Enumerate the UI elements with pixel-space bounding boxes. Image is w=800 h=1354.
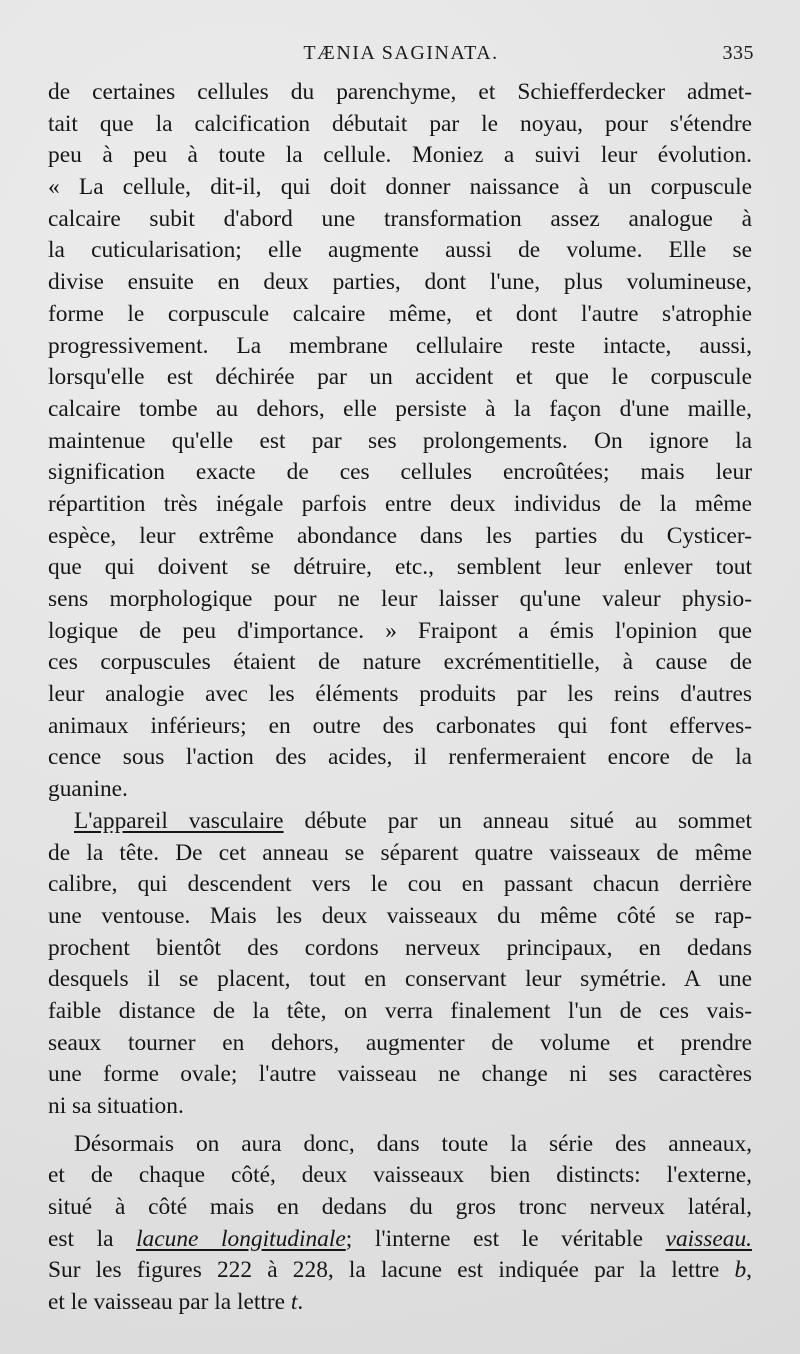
text-line: prochent bientôt des cordons nerveux principaux, en dedans: [48, 934, 752, 961]
page-header: [48, 40, 754, 76]
italic-letter-t: t: [290, 1289, 298, 1316]
text-line: la cuticularisation; elle augmente aussi de volume. Elle se: [48, 237, 752, 264]
paragraph-2: [48, 806, 752, 1123]
text-line: progressivement. La membrane cellulaire reste intacte, aussi,: [48, 332, 752, 359]
italic-term-lacune: lacune longitudinale: [136, 1225, 346, 1252]
text-line: tait que la calcification débutait par le noyau, pour s'étendre: [48, 110, 752, 137]
text-line: animaux inférieurs; en outre des carbonates qui font efferves-: [48, 712, 752, 739]
text-line: et de chaque côté, deux vaisseaux bien distincts: l'externe,: [48, 1162, 752, 1189]
text-line: guanine.: [48, 776, 128, 803]
underlined-phrase: L'appareil vasculaire: [74, 807, 284, 834]
text-run: Sur les figures 222 à 228, la lacune est indiquée par la lettre: [48, 1257, 735, 1284]
text-line: peu à peu à toute la cellule. Moniez a suivi leur évolution.: [48, 142, 752, 169]
text-line: logique de peu d'importance. » Fraipont a émis l'opinion que: [48, 617, 752, 644]
text-line: sens morphologique pour ne leur laisser qu'une valeur physio-: [48, 586, 752, 612]
text-run: ; l'interne est le véritable: [345, 1225, 666, 1252]
text-line: forme le corpuscule calcaire même, et dont l'autre s'atrophie: [48, 300, 752, 327]
text-line: que qui doivent se détruire, etc., semblent leur enlever tout: [48, 554, 752, 581]
text-line: [48, 1287, 752, 1319]
text-line: leur analogie avec les éléments produits par les reins d'autres: [48, 681, 752, 708]
text-line: maintenue qu'elle est par ses prolongements. On ignore la: [48, 427, 752, 454]
text-line: [48, 1224, 752, 1256]
text-line: une forme ovale; l'autre vaisseau ne change ni ses caractères: [48, 1061, 752, 1088]
text-run: .: [297, 1289, 304, 1316]
text-line: desquels il se placent, tout en conservant leur symétrie. A une: [48, 966, 752, 993]
text-line: de certaines cellules du parenchyme, et Schiefferdecker admet-: [48, 79, 752, 105]
text-line: signification exacte de ces cellules encroûtées; mais leur: [48, 459, 752, 486]
text-line: situé à côté mais en dedans du gros tronc nerveux latéral,: [48, 1194, 752, 1221]
text-line: [48, 1255, 752, 1287]
text-line: calcaire subit d'abord une transformation assez analogue à: [48, 205, 752, 232]
text-line: cence sous l'action des acides, il renfermeraient encore de la: [48, 744, 752, 771]
text-line: ces corpuscules étaient de nature excrémentitielle, à cause de: [48, 649, 752, 676]
text-line: calibre, qui descendent vers le cou en passant chacun derrière: [48, 871, 752, 898]
body-text: [48, 77, 752, 1319]
text-run: ,: [746, 1257, 752, 1284]
text-line: de la tête. De cet anneau se séparent quatre vaisseaux de même: [48, 839, 752, 866]
text-line: espèce, leur extrême abondance dans les parties du Cysticer-: [48, 522, 752, 549]
text-run: est la: [48, 1225, 137, 1252]
paragraph-3: [48, 1129, 752, 1319]
text-line: faible distance de la tête, on verra finalement l'un de ces vais-: [48, 997, 752, 1024]
italic-letter-b: b: [734, 1257, 747, 1284]
text-line: [48, 806, 752, 838]
paragraph-1: [48, 77, 752, 806]
text-line: répartition très inégale parfois entre deux individus de la même: [48, 490, 752, 517]
text-line: seaux tourner en dehors, augmenter de volume et prendre: [48, 1029, 752, 1056]
text-line: « La cellule, dit-il, qui doit donner naissance à un corpuscule: [48, 174, 752, 201]
text-run: et le vaisseau par la lettre: [48, 1289, 291, 1316]
text-line: Désormais on aura donc, dans toute la série des anneaux,: [74, 1130, 752, 1157]
italic-term-vaisseau: vaisseau.: [665, 1225, 752, 1252]
text-line: ni sa situation.: [48, 1093, 184, 1119]
text-line: lorsqu'elle est déchirée par un accident et que le corpuscule: [48, 364, 752, 391]
text-line: une ventouse. Mais les deux vaisseaux du même côté se rap-: [48, 902, 752, 929]
page-number: 335: [722, 42, 754, 64]
text-line: divise ensuite en deux parties, dont l'une, plus volumineuse,: [48, 269, 752, 296]
text-line: calcaire tombe au dehors, elle persiste à la façon d'une maille,: [48, 395, 752, 422]
text-run: débute par un anneau situé au sommet: [283, 807, 753, 834]
running-title: TÆNIA SAGINATA.: [303, 42, 499, 64]
